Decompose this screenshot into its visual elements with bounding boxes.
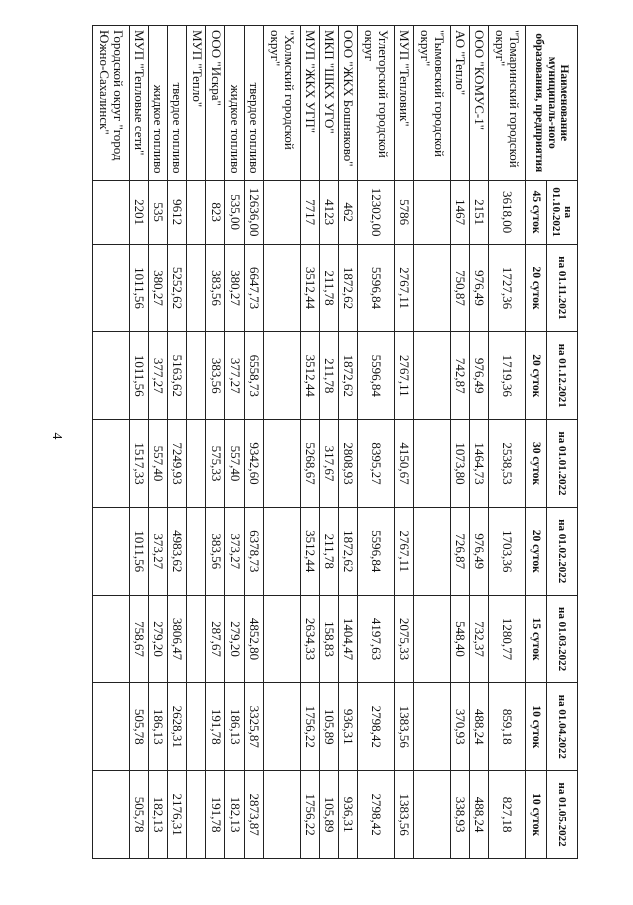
value-cell: 2873,87 (244, 771, 263, 859)
value-cell: 5163,62 (168, 332, 187, 420)
value-cell: 191,78 (206, 683, 225, 771)
table-row (489, 26, 526, 859)
value-cell: 1756,22 (300, 771, 319, 859)
value-cell (413, 180, 450, 244)
rotated-table-container (92, 25, 578, 859)
row-name-cell: ООО "Искра" (206, 26, 225, 181)
value-cell: 726,87 (450, 507, 469, 595)
table-row (263, 26, 300, 859)
value-cell: 2628,31 (168, 683, 187, 771)
value-cell: 338,93 (450, 771, 469, 859)
value-cell: 2767,11 (394, 507, 413, 595)
subheader-days: 10 суток (526, 683, 547, 771)
value-cell (187, 420, 206, 508)
value-cell: 211,78 (319, 507, 338, 595)
value-cell: 936,31 (338, 771, 357, 859)
value-cell: 377,27 (149, 332, 168, 420)
table-row (168, 26, 187, 859)
header-date: на 01.03.2022 (547, 595, 578, 683)
value-cell (263, 507, 300, 595)
value-cell: 105,89 (319, 771, 338, 859)
value-cell: 191,78 (206, 771, 225, 859)
value-cell: 1011,56 (130, 244, 149, 332)
value-cell: 7249,93 (168, 420, 187, 508)
value-cell: 4123 (319, 180, 338, 244)
table-row (206, 26, 225, 859)
value-cell: 2767,11 (394, 332, 413, 420)
fuel-reserve-table (92, 25, 578, 859)
row-name-cell: жидкое топливо (149, 26, 168, 181)
value-cell: 732,37 (469, 595, 488, 683)
value-cell (263, 683, 300, 771)
table-row (338, 26, 357, 859)
value-cell (413, 332, 450, 420)
value-cell: 548,40 (450, 595, 469, 683)
row-name-cell: твердое топливо (168, 26, 187, 181)
value-cell: 1703,36 (489, 507, 526, 595)
table-row (469, 26, 488, 859)
header-date: на 01.05.2022 (547, 771, 578, 859)
value-cell (93, 595, 130, 683)
table-row (394, 26, 413, 859)
value-cell: 2767,11 (394, 244, 413, 332)
row-name-cell: МКП "ШКХ УГО" (319, 26, 338, 181)
value-cell (187, 683, 206, 771)
header-name-column: Наименование муниципаль-ного образования, предприятия (526, 26, 578, 181)
value-cell (413, 420, 450, 508)
row-name-cell: ООО "ЖКХ Бошняково" (338, 26, 357, 181)
value-cell: 182,13 (149, 771, 168, 859)
value-cell: 9612 (168, 180, 187, 244)
value-cell: 279,20 (225, 595, 244, 683)
value-cell: 186,13 (225, 683, 244, 771)
value-cell: 1011,56 (130, 507, 149, 595)
value-cell: 750,87 (450, 244, 469, 332)
value-cell: 827,18 (489, 771, 526, 859)
value-cell (187, 180, 206, 244)
value-cell: 462 (338, 180, 357, 244)
table-row (357, 26, 394, 859)
row-name-cell: МУП "ЖКХ УГП" (300, 26, 319, 181)
value-cell (93, 420, 130, 508)
value-cell (413, 244, 450, 332)
value-cell (413, 507, 450, 595)
subheader-days: 20 суток (526, 507, 547, 595)
value-cell: 758,67 (130, 595, 149, 683)
table-body (93, 26, 526, 859)
value-cell (93, 332, 130, 420)
page-number: 4 (49, 432, 64, 440)
row-name-cell: твердое топливо (244, 26, 263, 181)
value-cell: 823 (206, 180, 225, 244)
header-date: на 01.01.2022 (547, 420, 578, 508)
value-cell: 6558,73 (244, 332, 263, 420)
value-cell (93, 507, 130, 595)
table-row (413, 26, 450, 859)
subheader-days: 10 суток (526, 771, 547, 859)
value-cell: 2201 (130, 180, 149, 244)
value-cell (187, 595, 206, 683)
value-cell: 1467 (450, 180, 469, 244)
table-row (225, 26, 244, 859)
value-cell: 186,13 (149, 683, 168, 771)
subheader-days: 20 суток (526, 332, 547, 420)
header-date: на 01.10.2021 (547, 180, 578, 244)
header-date: на 01.12.2021 (547, 332, 578, 420)
value-cell: 5786 (394, 180, 413, 244)
value-cell: 2176,31 (168, 771, 187, 859)
value-cell: 2151 (469, 180, 488, 244)
value-cell: 279,20 (149, 595, 168, 683)
value-cell: 1727,36 (489, 244, 526, 332)
row-name-cell: "Тымовский городской округ" (413, 26, 450, 181)
value-cell: 3618,00 (489, 180, 526, 244)
value-cell: 1404,47 (338, 595, 357, 683)
value-cell: 3806,47 (168, 595, 187, 683)
value-cell: 5268,67 (300, 420, 319, 508)
value-cell: 976,49 (469, 507, 488, 595)
value-cell: 7717 (300, 180, 319, 244)
header-date: на 01.04.2022 (547, 683, 578, 771)
table-header-row (547, 26, 578, 859)
value-cell: 557,40 (149, 420, 168, 508)
value-cell: 535 (149, 180, 168, 244)
value-cell: 2634,33 (300, 595, 319, 683)
row-name-cell: Углегорский городской округ (357, 26, 394, 181)
value-cell: 488,24 (469, 683, 488, 771)
value-cell: 8395,27 (357, 420, 394, 508)
value-cell (413, 771, 450, 859)
value-cell: 976,49 (469, 244, 488, 332)
value-cell: 317,67 (319, 420, 338, 508)
value-cell: 105,89 (319, 683, 338, 771)
subheader-days: 30 суток (526, 420, 547, 508)
value-cell: 5596,84 (357, 507, 394, 595)
value-cell: 4852,80 (244, 595, 263, 683)
value-cell: 380,27 (149, 244, 168, 332)
row-name-cell: "Томаринский городской округ" (489, 26, 526, 181)
value-cell: 6378,73 (244, 507, 263, 595)
value-cell: 2798,42 (357, 771, 394, 859)
value-cell (263, 595, 300, 683)
table-row (300, 26, 319, 859)
row-name-cell: жидкое топливо (225, 26, 244, 181)
value-cell: 1756,22 (300, 683, 319, 771)
value-cell (93, 683, 130, 771)
value-cell: 1872,62 (338, 244, 357, 332)
row-name-cell: АО "Тепло" (450, 26, 469, 181)
value-cell: 3325,87 (244, 683, 263, 771)
value-cell: 4197,63 (357, 595, 394, 683)
value-cell: 1872,62 (338, 507, 357, 595)
value-cell: 12636,00 (244, 180, 263, 244)
value-cell: 557,40 (225, 420, 244, 508)
value-cell (93, 180, 130, 244)
value-cell (93, 244, 130, 332)
header-date: на 01.11.2021 (547, 244, 578, 332)
value-cell: 373,27 (225, 507, 244, 595)
value-cell: 4150,67 (394, 420, 413, 508)
value-cell: 976,49 (469, 332, 488, 420)
row-name-cell: ООО "КОМУС-1" (469, 26, 488, 181)
value-cell (413, 683, 450, 771)
value-cell (263, 420, 300, 508)
value-cell: 3512,44 (300, 332, 319, 420)
value-cell: 1383,56 (394, 771, 413, 859)
value-cell: 6647,73 (244, 244, 263, 332)
value-cell (413, 595, 450, 683)
value-cell: 1073,80 (450, 420, 469, 508)
value-cell (187, 771, 206, 859)
value-cell (187, 332, 206, 420)
value-cell: 936,31 (338, 683, 357, 771)
value-cell: 5596,84 (357, 332, 394, 420)
value-cell: 383,56 (206, 507, 225, 595)
value-cell: 2075,33 (394, 595, 413, 683)
value-cell (187, 244, 206, 332)
table-row (149, 26, 168, 859)
value-cell (187, 507, 206, 595)
value-cell: 12302,00 (357, 180, 394, 244)
value-cell: 535,00 (225, 180, 244, 244)
row-name-cell: МУП "Тепловик" (394, 26, 413, 181)
value-cell: 1280,77 (489, 595, 526, 683)
row-name-cell: МУП "Тепло" (187, 26, 206, 181)
value-cell: 1011,56 (130, 332, 149, 420)
value-cell (263, 180, 300, 244)
value-cell: 182,13 (225, 771, 244, 859)
value-cell: 575,33 (206, 420, 225, 508)
value-cell: 1719,36 (489, 332, 526, 420)
value-cell: 211,78 (319, 244, 338, 332)
subheader-days: 20 суток (526, 244, 547, 332)
value-cell: 2798,42 (357, 683, 394, 771)
value-cell: 1517,33 (130, 420, 149, 508)
row-name-cell: Городской округ "город Южно-Сахалинск" (93, 26, 130, 181)
value-cell: 158,83 (319, 595, 338, 683)
value-cell: 1383,56 (394, 683, 413, 771)
value-cell: 2808,93 (338, 420, 357, 508)
value-cell: 3512,44 (300, 244, 319, 332)
value-cell: 3512,44 (300, 507, 319, 595)
value-cell: 5596,84 (357, 244, 394, 332)
table-row (244, 26, 263, 859)
value-cell: 383,56 (206, 332, 225, 420)
value-cell: 4983,62 (168, 507, 187, 595)
value-cell: 1872,62 (338, 332, 357, 420)
table-row (450, 26, 469, 859)
value-cell: 370,93 (450, 683, 469, 771)
value-cell: 505,78 (130, 683, 149, 771)
value-cell: 859,18 (489, 683, 526, 771)
value-cell: 383,56 (206, 244, 225, 332)
value-cell: 380,27 (225, 244, 244, 332)
subheader-days: 15 суток (526, 595, 547, 683)
value-cell: 287,67 (206, 595, 225, 683)
value-cell (263, 244, 300, 332)
header-date: на 01.02.2022 (547, 507, 578, 595)
subheader-days: 45 суток (526, 180, 547, 244)
table-row (319, 26, 338, 859)
value-cell: 211,78 (319, 332, 338, 420)
value-cell (93, 771, 130, 859)
value-cell: 2538,53 (489, 420, 526, 508)
value-cell: 488,24 (469, 771, 488, 859)
value-cell: 742,87 (450, 332, 469, 420)
value-cell (263, 332, 300, 420)
value-cell: 505,78 (130, 771, 149, 859)
value-cell (263, 771, 300, 859)
value-cell: 9342,60 (244, 420, 263, 508)
row-name-cell: "Холмский городской округ" (263, 26, 300, 181)
table-row (93, 26, 130, 859)
value-cell: 1464,73 (469, 420, 488, 508)
value-cell: 373,27 (149, 507, 168, 595)
table-row (130, 26, 149, 859)
table-row (187, 26, 206, 859)
value-cell: 377,27 (225, 332, 244, 420)
row-name-cell: МУП "Тепловые сети" (130, 26, 149, 181)
value-cell: 5252,62 (168, 244, 187, 332)
